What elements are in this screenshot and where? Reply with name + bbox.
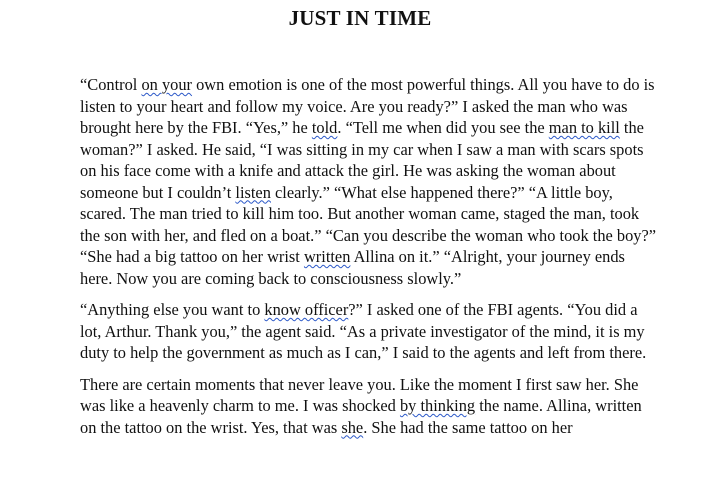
text-run: “Anything else you want to [80,300,265,319]
text-run: own emotion is one of the most powerful things. All you have to do is listen to your heart and follow my voice. Are you ready?” I asked the man who was brought here by the FBI. “Yes,” he [80,75,655,137]
text-run: There are certain moments that never leave you. Like the moment I first saw her. She was like a heavenly charm to me. I was shocked [80,374,639,415]
grammar-flagged-text[interactable]: written [303,247,351,266]
grammar-flagged-text[interactable]: by thinking [399,396,476,415]
grammar-flagged-text[interactable]: know officer [264,300,349,319]
text-run: . She had the same tattoo on her [363,417,573,437]
paragraph [80,74,660,289]
text-run: “Control [80,75,142,94]
grammar-flagged-text[interactable]: on your [141,75,193,94]
grammar-flagged-text[interactable]: she [341,417,364,437]
text-run: Allina on it.” “Alright, your journey ends here. Now you are coming back to consciousness slowly.” [80,247,625,288]
grammar-flagged-text[interactable]: man to kill [548,118,620,137]
text-run: . “Tell me when did you see the [337,118,549,137]
grammar-flagged-text[interactable]: told [311,118,338,137]
text-run: ?” I asked one of the FBI agents. “You did a lot, Arthur. Thank you,” the agent said. “As a private investigator of the mind, it is my duty to help the government as much as I can,” I said to the agents and left from there. [80,300,647,362]
document-title: JUST IN TIME [288,6,432,30]
document-body [80,74,660,448]
text-run: clearly.” “What else happened there?” “A little boy, scared. The man tried to kill him too. But another woman came, staged the man, took the son with her, and fled on a boat.” “Can you describe the woman who took the boy?” “She had a big tattoo on her wrist [80,182,657,266]
paragraph [80,299,660,364]
text-run: the name. Allina, written on the tattoo on the wrist. Yes, that was [80,396,642,437]
grammar-flagged-text[interactable]: listen [235,182,271,202]
paragraph [80,374,660,439]
text-run: the woman?” I asked. He said, “I was sitting in my car when I saw a man with scars spots on his face come with a knife and attack the girl. He was asking the woman about someone but I couldn’t [80,118,644,202]
